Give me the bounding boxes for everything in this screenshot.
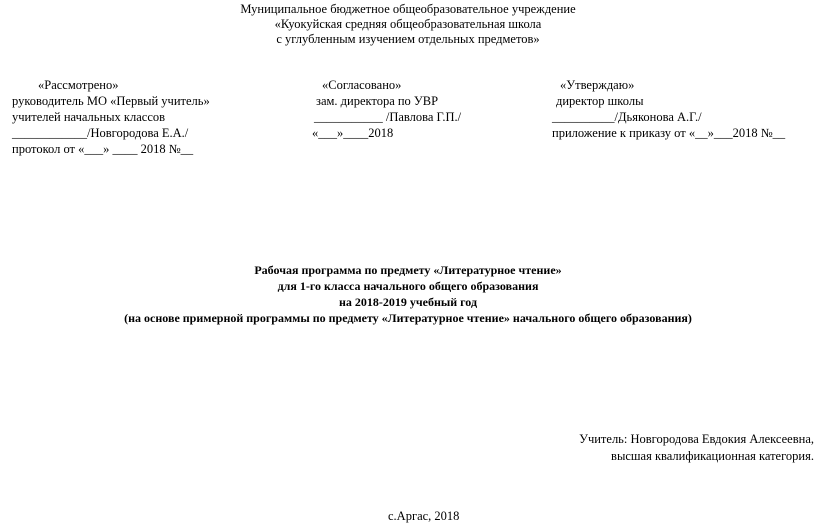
place-and-year: с.Аргас, 2018 [388,509,460,523]
agreed-position: зам. директора по УВР [316,94,439,108]
agreed-date: «___»____2018 [312,126,394,140]
teacher-category: высшая квалификационная категория. [611,449,814,463]
school-name-line-1: Муниципальное бюджетное общеобразовательное учреждение [240,2,576,16]
approved-position: директор школы [556,94,644,108]
agreed-title: «Согласовано» [322,78,402,92]
approved-title: «Утверждаю» [560,78,635,92]
school-name-line-3: с углубленным изучением отдельных предметов» [276,32,540,46]
school-name-line-2: «Куокуйская средняя общеобразовательная школа [274,17,542,31]
program-year: на 2018-2019 учебный год [338,295,478,309]
approved-order: приложение к приказу от «__»___2018 №__ [552,126,786,140]
considered-title: «Рассмотрено» [38,78,119,92]
program-grade: для 1-го класса начального общего образования [277,279,539,293]
considered-teachers: учителей начальных классов [12,110,166,124]
agreed-signature: ___________ /Павлова Г.П./ [314,110,462,124]
considered-protocol: протокол от «___» ____ 2018 №__ [12,142,194,156]
program-basis: (на основе примерной программы по предмету «Литературное чтение» начального общего образования) [124,311,692,325]
considered-head-of-mo: руководитель МО «Первый учитель» [12,94,210,108]
approved-signature: __________/Дьяконова А.Г./ [552,110,702,124]
considered-signature: ____________/Новгородова Е.А./ [12,126,189,140]
teacher-name: Учитель: Новгородова Евдокия Алексеевна, [579,432,814,446]
program-title: Рабочая программа по предмету «Литературное чтение» [254,263,562,277]
